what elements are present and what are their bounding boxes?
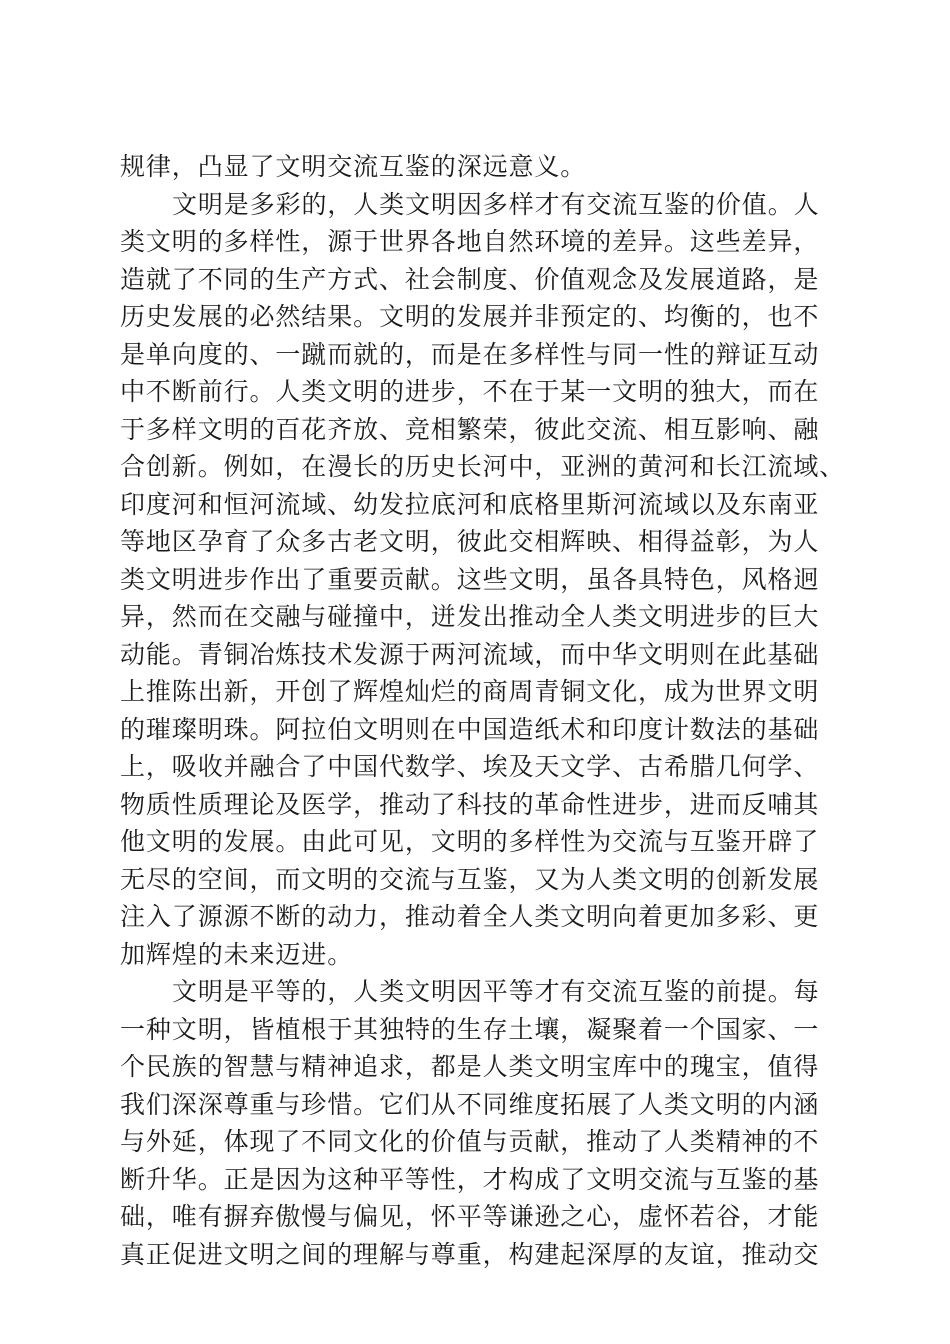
text-line: 加辉煌的未来迈进。 — [120, 939, 354, 969]
text-line: 历史发展的必然结果。文明的发展并非预定的、均衡的，也不 — [120, 302, 820, 331]
text-line: 类文明的多样性，源于世界各地自然环境的差异。这些差异， — [120, 227, 820, 256]
text-line: 一种文明，皆植根于其独特的生存土壤，凝聚着一个国家、一 — [120, 1014, 820, 1044]
text-line: 异，然而在交融与碰撞中，迸发出推动全人类文明进步的巨大 — [120, 602, 820, 631]
text-line: 中不断前行。人类文明的进步，不在于某一文明的独大，而在 — [120, 377, 820, 406]
text-line: 个民族的智慧与精神追求，都是人类文明宝库中的瑰宝，值得 — [120, 1052, 820, 1081]
text-line: 注入了源源不断的动力，推动着全人类文明向着更加多彩、更 — [120, 902, 820, 931]
text-line: 等地区孕育了众多古老文明，彼此交相辉映、相得益彰，为人 — [120, 527, 820, 556]
text-line: 类文明进步作出了重要贡献。这些文明，虽各具特色，风格迥 — [120, 564, 820, 594]
text-line: 的璀璨明珠。阿拉伯文明则在中国造纸术和印度计数法的基础 — [120, 714, 820, 744]
text-line: 合创新。例如，在漫长的历史长河中，亚洲的黄河和长江流域、 — [120, 452, 846, 481]
text-line: 无尽的空间，而文明的交流与互鉴，又为人类文明的创新发展 — [120, 864, 820, 894]
text-line: 物质性质理论及医学，推动了科技的革命性进步，进而反哺其 — [120, 789, 820, 819]
text-line: 真正促进文明之间的理解与尊重，构建起深厚的友谊，推动交 — [120, 1239, 820, 1269]
text-line: 动能。青铜冶炼技术发源于两河流域，而中华文明则在此基础 — [120, 639, 820, 669]
paragraph-first-line: 文明是多彩的，人类文明因多样才有交流互鉴的价值。人 — [172, 189, 820, 219]
text-line: 规律，凸显了文明交流互鉴的深远意义。 — [120, 152, 587, 181]
text-line: 与外延，体现了不同文化的价值与贡献，推动了人类精神的不 — [120, 1127, 820, 1156]
text-line: 是单向度的、一蹴而就的，而是在多样性与同一性的辩证互动 — [120, 339, 820, 369]
text-line: 上推陈出新，开创了辉煌灿烂的商周青铜文化，成为世界文明 — [120, 677, 820, 706]
text-line: 造就了不同的生产方式、社会制度、价值观念及发展道路，是 — [120, 264, 820, 294]
text-line: 于多样文明的百花齐放、竞相繁荣，彼此交流、相互影响、融 — [120, 414, 820, 444]
text-line: 础，唯有摒弃傲慢与偏见，怀平等谦逊之心，虚怀若谷，才能 — [120, 1202, 820, 1231]
text-line: 我们深深尊重与珍惜。它们从不同维度拓展了人类文明的内涵 — [120, 1089, 820, 1119]
text-line: 断升华。正是因为这种平等性，才构成了文明交流与互鉴的基 — [120, 1164, 820, 1194]
body-text — [120, 148, 846, 1273]
text-line: 上，吸收并融合了中国代数学、埃及天文学、古希腊几何学、 — [120, 752, 820, 781]
text-line: 印度河和恒河流域、幼发拉底河和底格里斯河流域以及东南亚 — [120, 489, 820, 519]
text-line: 他文明的发展。由此可见，文明的多样性为交流与互鉴开辟了 — [120, 827, 820, 856]
paragraph-first-line: 文明是平等的，人类文明因平等才有交流互鉴的前提。每 — [172, 977, 820, 1006]
